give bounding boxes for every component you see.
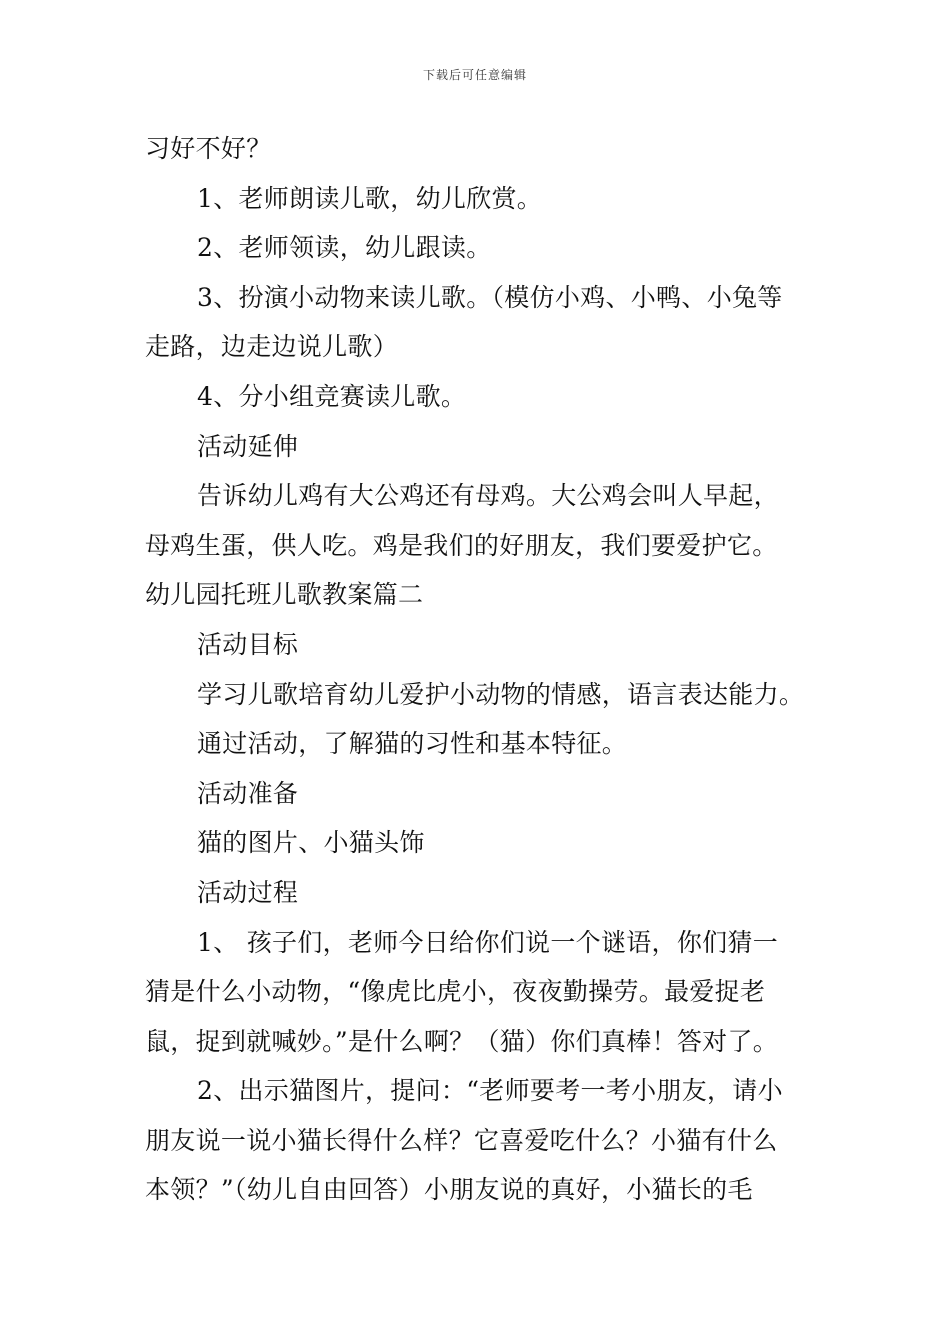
text-line: 猫的图片、小猫头饰 bbox=[197, 828, 425, 858]
text-line: 学习儿歌培育幼儿爱护小动物的情感，语言表达能力。 bbox=[197, 679, 805, 709]
text-line: 1、 孩子们，老师今日给你们说一个谜语，你们猜一 bbox=[197, 927, 779, 957]
document-body bbox=[145, 124, 810, 1215]
text-line: 母鸡生蛋，供人吃。鸡是我们的好朋友，我们要爱护它。 bbox=[145, 530, 778, 560]
section-heading: 活动过程 bbox=[197, 877, 299, 907]
chapter-title: 幼儿园托班儿歌教案篇二 bbox=[145, 580, 424, 610]
text-line: 3、扮演小动物来读儿歌。（模仿小鸡、小鸭、小兔等 bbox=[197, 282, 783, 312]
text-line: 告诉幼儿鸡有大公鸡还有母鸡。大公鸡会叫人早起， bbox=[197, 481, 779, 511]
text-line: 1、老师朗读儿歌，幼儿欣赏。 bbox=[197, 183, 543, 213]
text-line: 鼠，捉到就喊妙。”是什么啊？（猫）你们真棒！答对了。 bbox=[145, 1026, 779, 1056]
text-line: 2、出示猫图片，提问：“老师要考一考小朋友，请小 bbox=[197, 1076, 783, 1106]
section-heading: 活动延伸 bbox=[197, 431, 299, 461]
header-note: 下载后可任意编辑 bbox=[422, 68, 527, 82]
text-line: 走路，边走边说儿歌） bbox=[145, 332, 399, 362]
text-line: 2、老师领读，幼儿跟读。 bbox=[197, 233, 492, 263]
text-line: 通过活动，了解猫的习性和基本特征。 bbox=[197, 729, 628, 759]
text-line: 猜是什么小动物，“像虎比虎小，夜夜勤操劳。最爱捉老 bbox=[145, 977, 766, 1007]
text-line: 习好不好？ bbox=[145, 134, 272, 163]
section-heading: 活动目标 bbox=[197, 629, 299, 659]
text-line: 4、分小组竞赛读儿歌。 bbox=[197, 381, 467, 411]
text-line: 本领？”（幼儿自由回答）小朋友说的真好，小猫长的毛 bbox=[145, 1175, 753, 1205]
section-heading: 活动准备 bbox=[197, 778, 299, 808]
text-line: 朋友说一说小猫长得什么样？它喜爱吃什么？小猫有什么 bbox=[145, 1125, 778, 1155]
